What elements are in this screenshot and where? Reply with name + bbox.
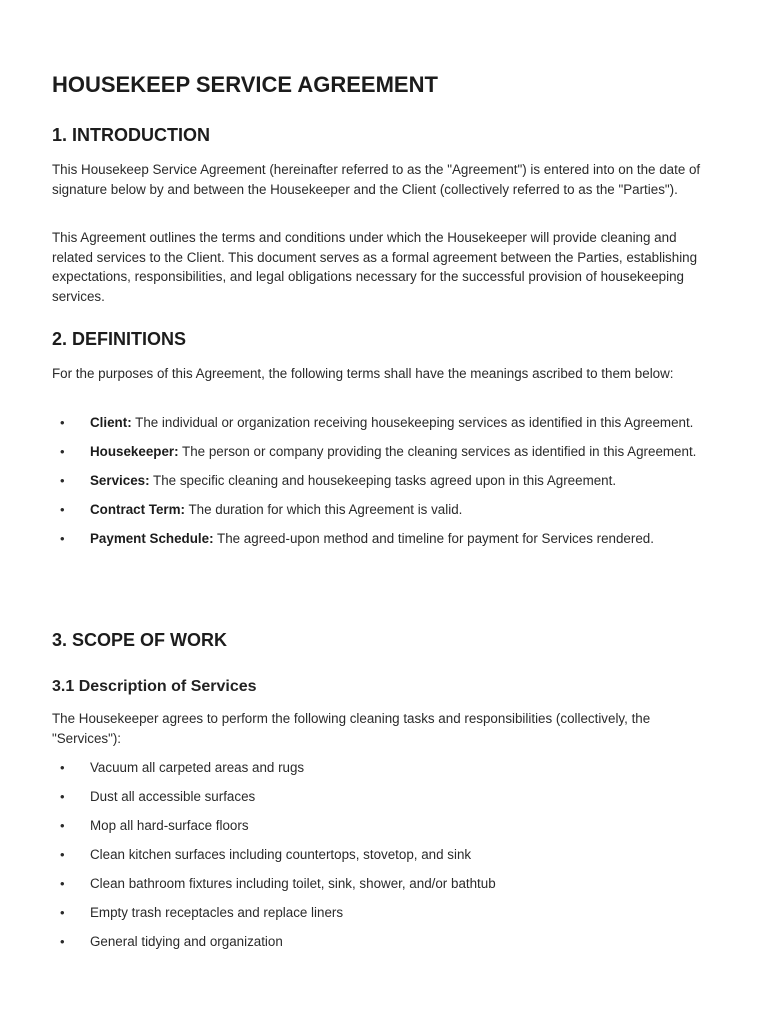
service-text: Mop all hard-surface floors [90,817,249,833]
service-text: Dust all accessible surfaces [90,788,256,804]
list-item [52,442,720,462]
bullet-icon: • [60,415,65,430]
definition-term: Services: [90,472,150,488]
service-text: Clean kitchen surfaces including countertops, stovetop, and sink [90,846,472,862]
service-text: Clean bathroom fixtures including toilet, sink, shower, and/or bathtub [90,875,496,891]
list-item [52,471,720,491]
definition-term: Contract Term: [90,501,185,517]
scope-intro: The Housekeeper agrees to perform the following cleaning tasks and responsibilities (collectively, the "Services"): [52,711,651,746]
bullet-icon: • [60,875,65,891]
definition-text: The individual or organization receiving housekeeping services as identified in this Agreement. [131,415,694,430]
definition-term: Client: [90,415,132,430]
bullet-icon: • [60,817,65,833]
definition-term: Payment Schedule: [90,530,214,546]
definition-text: The person or company providing the cleaning services as identified in this Agreement. [178,443,697,459]
definition-text: The specific cleaning and housekeeping tasks agreed upon in this Agreement. [149,472,617,488]
definition-text: The duration for which this Agreement is valid. [184,501,463,517]
list-item [52,758,720,778]
service-text: General tidying and organization [90,933,283,949]
bullet-icon: • [60,443,65,459]
bullet-icon: • [60,933,65,949]
list-item [52,529,720,549]
services-list [52,758,720,961]
service-text: Vacuum all carpeted areas and rugs [90,760,305,775]
section-heading-introduction: 1. INTRODUCTION [52,125,211,145]
list-item [52,816,720,836]
intro-paragraph-1: This Housekeep Service Agreement (hereinafter referred to as the "Agreement") is entered into on the date of signature below by and between the Housekeeper and the Client (collectively referred to as the "Parties"). [52,162,701,197]
list-item [52,500,720,520]
bullet-icon: • [60,530,65,546]
definitions-intro: For the purposes of this Agreement, the following terms shall have the meanings ascribed to them below: [52,366,674,381]
intro-paragraph-2: This Agreement outlines the terms and conditions under which the Housekeeper will provide cleaning and related services to the Client. This document serves as a formal agreement between the Parties, establishing expectations, responsibilities, and legal obligations necessary for the successful provision of housekeeping services. [52,230,698,304]
list-item [52,874,720,894]
list-item [52,413,720,433]
bullet-icon: • [60,501,65,517]
list-item [52,903,720,923]
bullet-icon: • [60,760,65,775]
list-item [52,845,720,865]
definition-text: The agreed-upon method and timeline for payment for Services rendered. [213,530,654,546]
definitions-list [52,413,720,558]
list-item [52,932,720,952]
service-text: Empty trash receptacles and replace liners [90,904,344,920]
subsection-heading-description-of-services: 3.1 Description of Services [52,678,257,695]
bullet-icon: • [60,472,65,488]
document-title: HOUSEKEEP SERVICE AGREEMENT [52,72,438,97]
bullet-icon: • [60,904,65,920]
definition-term: Housekeeper: [90,443,179,459]
section-heading-scope-of-work: 3. SCOPE OF WORK [52,630,228,650]
section-heading-definitions: 2. DEFINITIONS [52,329,187,349]
bullet-icon: • [60,788,65,804]
list-item [52,787,720,807]
bullet-icon: • [60,846,65,862]
